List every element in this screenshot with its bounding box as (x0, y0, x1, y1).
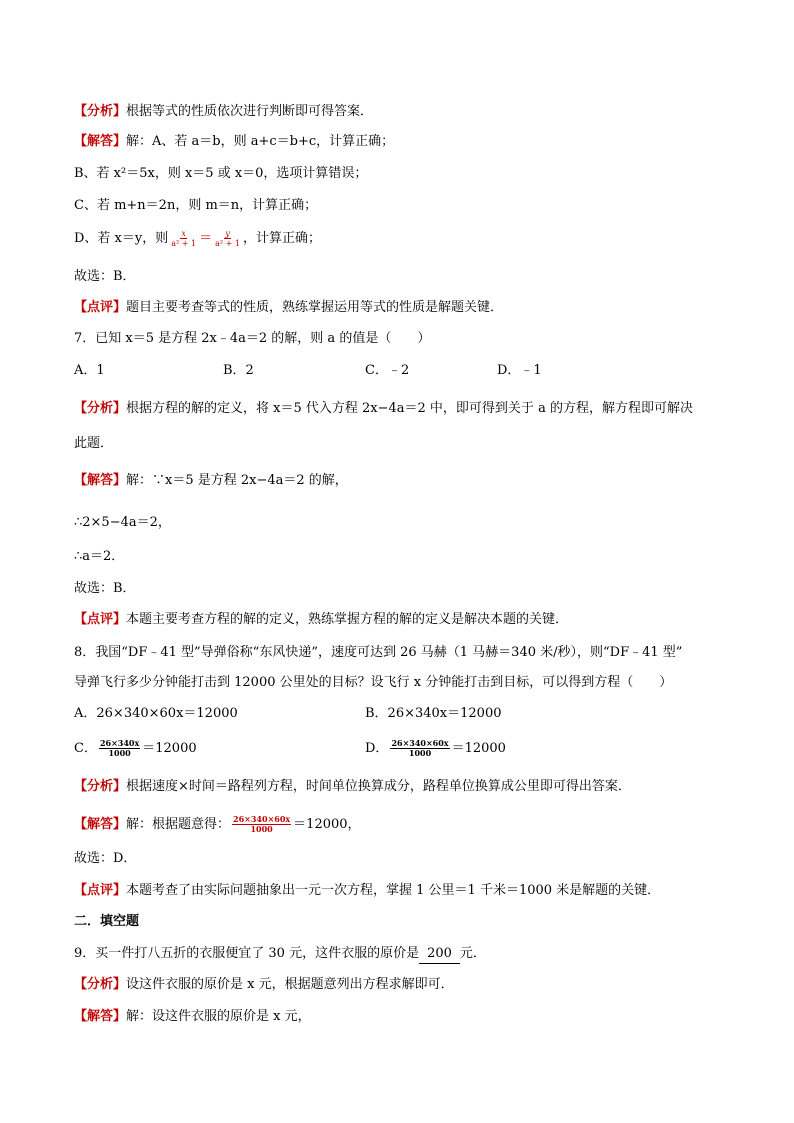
fraction-denominator: 1000 (108, 748, 131, 758)
answer-tag: 【解答】 (74, 817, 127, 832)
answer-blank: 200 (419, 945, 460, 964)
q7-step-2: ∴a＝2． (74, 549, 125, 564)
option-rhs: ＝12000 (142, 741, 197, 756)
comment-text: 本题主要考查方程的解的定义，熟练掌握方程的解的定义是解决本题的关键． (126, 612, 569, 627)
fraction-denominator: a² + 1 (171, 239, 197, 248)
fraction-x (170, 229, 197, 248)
analysis-tag: 【分析】 (74, 401, 127, 416)
analysis-text: 根据等式的性质依次进行判断即可得答案． (126, 104, 374, 119)
fraction-numerator: 26×340×60x (391, 738, 449, 748)
q6-analysis (74, 103, 734, 121)
comment-tag: 【点评】 (74, 300, 127, 315)
fraction-numerator: 26×340×60x (233, 814, 291, 824)
q8-option-d (365, 739, 506, 758)
option-rhs: ＝12000 (451, 741, 506, 756)
fraction-numerator: y (225, 229, 230, 238)
analysis-text: 设这件衣服的原价是 x 元，根据题意列出方程求解即可． (126, 977, 454, 992)
q8-stem-2: 导弹飞行多少分钟能打击到 12000 公里处的目标？设飞行 x 分钟能打击到目标，可以得到方程（ ） (74, 675, 673, 690)
fraction-denominator: 1000 (408, 748, 432, 758)
option-label: C． (74, 741, 97, 756)
q6-answer (74, 133, 734, 151)
q9-stem (74, 945, 734, 964)
answer-text: 解：A、若 a＝b，则 a+c＝b+c，计算正确； (126, 134, 395, 149)
option-label: D． (365, 741, 389, 756)
q6-line-d (74, 229, 734, 248)
q9-analysis (74, 976, 734, 994)
analysis-text: 根据方程的解的定义，将 x＝5 代入方程 2x−4a＝2 中，即可得到关于 a 的方程，解方程即可解决 (126, 401, 693, 416)
line-d-post: ，计算正确； (242, 231, 321, 246)
answer-tag: 【解答】 (74, 1009, 127, 1024)
q7-analysis-cont: 此题． (74, 436, 114, 451)
q8-option-a: A．26×340×60x＝12000 (74, 706, 238, 721)
fraction-numerator: x (181, 229, 186, 238)
fraction-y (214, 229, 241, 248)
q7-option-c: C．﹣2 (365, 363, 410, 378)
fraction-denominator: 1000 (250, 824, 273, 834)
q7-option-a: A．1 (74, 363, 105, 378)
fraction (99, 739, 140, 758)
q8-comment (74, 882, 734, 900)
fraction (232, 815, 291, 834)
answer-rhs: ＝12000， (293, 817, 361, 832)
q7-stem: 7．已知 x＝5 是方程 2x﹣4a＝2 的解，则 a 的值是（ ） (74, 331, 431, 346)
q6-line-b: B、若 x²＝5x，则 x＝5 或 x＝0，选项计算错误； (74, 166, 368, 181)
q8-option-b: B．26×340x＝12000 (365, 706, 502, 721)
fraction-numerator: 26×340x (99, 738, 140, 748)
answer-tag: 【解答】 (74, 473, 127, 488)
comment-tag: 【点评】 (74, 612, 127, 627)
analysis-tag: 【分析】 (74, 104, 127, 119)
fraction (390, 739, 449, 758)
q7-option-b: B．2 (223, 363, 254, 378)
comment-tag: 【点评】 (74, 883, 127, 898)
q8-answer (74, 815, 734, 834)
q7-choose: 故选：B． (74, 581, 136, 596)
answer-text: 解：根据题意得： (126, 817, 231, 832)
answer-text: 解：∵x＝5 是方程 2x−4a＝2 的解， (126, 473, 348, 488)
q8-choose: 故选：D． (74, 851, 137, 866)
q7-answer (74, 472, 734, 490)
analysis-text: 根据速度×时间＝路程列方程，时间单位换算成分，路程单位换算成公里即可得出答案． (126, 779, 631, 794)
q8-stem-1: 8．我国“DF﹣41 型”导弹俗称“东风快递”，速度可达到 26 马赫（1 马赫＝340 米/秒），则“DF﹣41 型” (74, 645, 683, 660)
q7-option-d: D．﹣1 (497, 363, 542, 378)
q6-comment (74, 299, 734, 317)
q7-comment (74, 611, 734, 629)
section-title: 二．填空题 (74, 914, 140, 929)
comment-text: 题目主要考查等式的性质，熟练掌握运用等式的性质是解题关键． (126, 300, 504, 315)
answer-tag: 【解答】 (74, 134, 127, 149)
comment-text: 本题考查了由实际问题抽象出一元一次方程，掌握 1 公里＝1 千米＝1000 米是解题的关键． (126, 883, 661, 898)
stem-text: 9．买一件打八五折的衣服便宜了 30 元，这件衣服的原价是 (74, 946, 420, 961)
fraction-denominator: a² + 1 (215, 239, 240, 248)
line-d-eq: ＝ (199, 231, 213, 246)
q7-step-1: ∴2×5−4a＝2， (74, 515, 171, 530)
q8-option-c (74, 739, 197, 758)
analysis-tag: 【分析】 (74, 779, 127, 794)
answer-text: 解：设这件衣服的原价是 x 元， (126, 1009, 311, 1024)
q7-analysis (74, 400, 734, 418)
q8-analysis (74, 778, 734, 796)
stem-text-end: 元． (459, 946, 486, 961)
line-d-pre: D、若 x＝y，则 (74, 231, 169, 246)
q6-choose: 故选：B． (74, 269, 136, 284)
q6-line-c: C、若 m+n＝2n，则 m＝n，计算正确； (74, 198, 318, 213)
analysis-tag: 【分析】 (74, 977, 127, 992)
q9-answer (74, 1008, 734, 1026)
